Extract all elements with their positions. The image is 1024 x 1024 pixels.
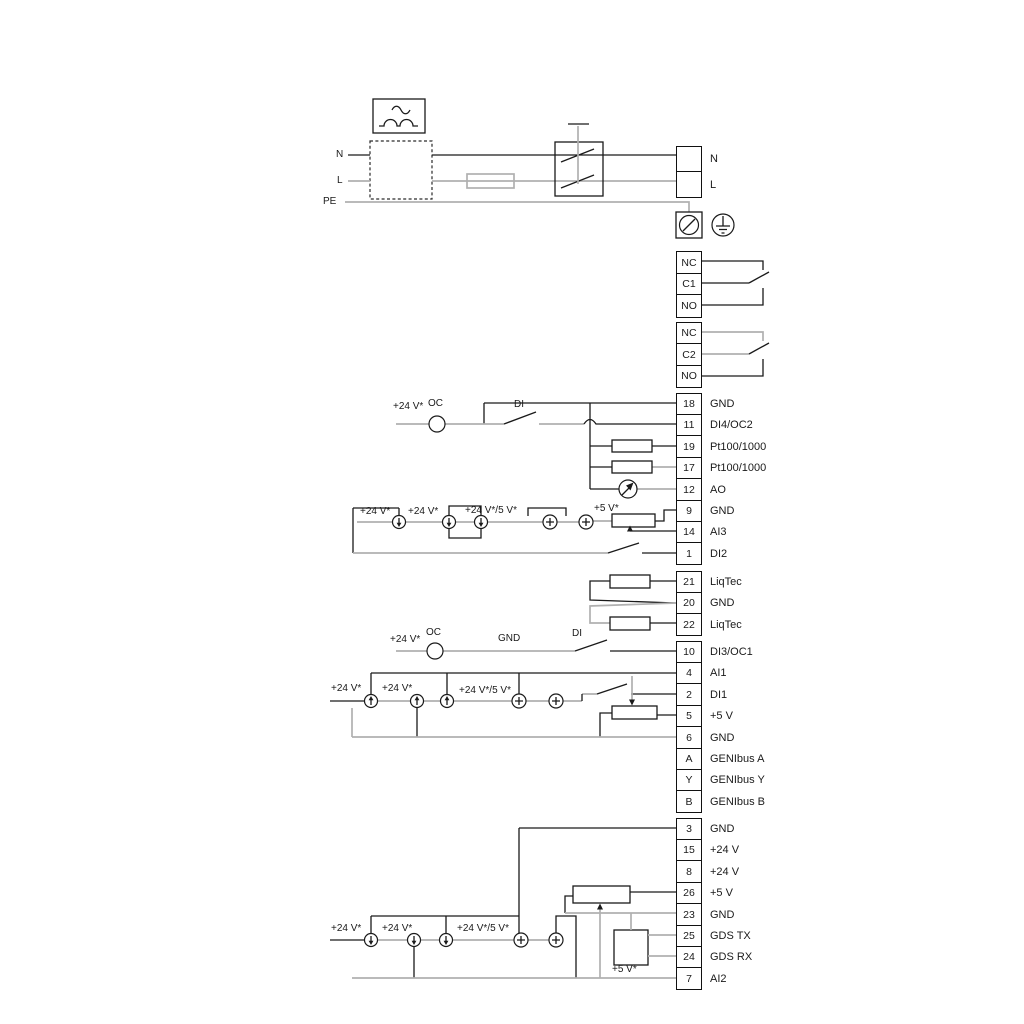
terminal-label: N	[710, 153, 718, 166]
wire-label: +24 V*/5 V*	[465, 505, 517, 516]
terminal-cell: 1	[676, 542, 702, 565]
terminal-label: AO	[710, 483, 726, 496]
di2-switch-blade	[608, 543, 639, 553]
terminal-cell: 6	[676, 726, 702, 749]
supply-unit-box	[370, 141, 432, 199]
terminal-label: GENIbus Y	[710, 774, 765, 787]
terminal-cell: 18	[676, 393, 702, 416]
terminal-cell: 19	[676, 435, 702, 458]
liqtec-resistor	[610, 617, 650, 630]
terminal-label: GDS RX	[710, 951, 753, 964]
pot-wiper-arrow	[629, 700, 635, 706]
terminal-cell: 7	[676, 967, 702, 990]
earth-icon	[712, 214, 734, 236]
wire-label: +24 V*	[390, 634, 421, 645]
terminal-cell: 20	[676, 592, 702, 615]
terminal-cell: 23	[676, 903, 702, 926]
terminal-cell: 25	[676, 925, 702, 948]
terminal-label: +24 V	[710, 865, 740, 878]
wire-label: +24 V*/5 V*	[457, 923, 509, 934]
terminal-cell: 8	[676, 860, 702, 883]
terminal-label: LiqTec	[710, 575, 742, 588]
terminal-label: AI2	[710, 972, 727, 985]
terminal-label: +5 V	[710, 710, 733, 723]
terminal-label: GND	[710, 504, 735, 517]
terminal-label: +24 V	[710, 844, 740, 857]
relay-blade	[749, 343, 769, 354]
terminal-cell: 9	[676, 500, 702, 523]
wire-label: +24 V*	[331, 923, 362, 934]
wire-label: +24 V*	[331, 683, 362, 694]
terminal-label: GND	[710, 908, 735, 921]
wire-label: DI	[514, 399, 524, 410]
terminal-label: DI1	[710, 688, 728, 701]
terminal-cell: 17	[676, 457, 702, 480]
pt100-resistor	[612, 461, 652, 473]
terminal-cell: NO	[676, 294, 702, 317]
terminal-cell: 15	[676, 839, 702, 862]
power-label: L	[337, 175, 343, 186]
rectified-wave-icon	[379, 120, 418, 126]
ai2-gds-section	[330, 828, 676, 978]
di4-switch-blade	[504, 412, 536, 424]
relay2-contact	[702, 332, 769, 376]
terminal-label: Pt100/1000	[710, 440, 767, 453]
wire-label: +5 V*	[594, 503, 619, 514]
terminal-cell: 4	[676, 662, 702, 685]
di3-switch-blade	[575, 640, 607, 651]
terminal-cell: C1	[676, 273, 702, 296]
terminal-cell: Y	[676, 769, 702, 792]
potentiometer	[573, 886, 630, 903]
terminal-cell: NO	[676, 365, 702, 388]
terminal-cell: 3	[676, 818, 702, 841]
terminal-label: DI4/OC2	[710, 419, 753, 432]
open-collector-icon	[427, 643, 443, 659]
terminal-label: GND	[710, 397, 735, 410]
power-label: N	[336, 149, 344, 160]
terminal-label: Pt100/1000	[710, 462, 767, 475]
wire-label: +24 V*	[382, 683, 413, 694]
terminal-label: GND	[710, 597, 735, 610]
terminal-cell: NC	[676, 322, 702, 345]
terminal-cell	[676, 146, 702, 173]
terminal-cell: 5	[676, 705, 702, 728]
terminal-cell: 26	[676, 882, 702, 905]
wire-label: +24 V*/5 V*	[459, 685, 511, 696]
liqtec-section	[590, 575, 676, 630]
wire-label: OC	[428, 398, 443, 409]
terminal-cell: A	[676, 748, 702, 771]
terminal-label: +5 V	[710, 887, 733, 900]
relay1-contact	[702, 261, 769, 305]
di1-switch-blade	[597, 684, 627, 694]
terminal-cell: NC	[676, 251, 702, 274]
terminal-cell	[676, 171, 702, 198]
terminal-cell: 12	[676, 478, 702, 501]
terminal-label: LiqTec	[710, 618, 742, 631]
potentiometer	[612, 706, 657, 719]
terminal-cell: 11	[676, 414, 702, 437]
liqtec-resistor	[610, 575, 650, 588]
ac-supply-box	[373, 99, 425, 133]
terminal-label: DI2	[710, 547, 728, 560]
terminal-cell: 10	[676, 641, 702, 664]
terminal-cell: 24	[676, 946, 702, 969]
terminal-label: L	[710, 178, 717, 191]
wire-label: OC	[426, 627, 441, 638]
terminal-label: GENIbus B	[710, 795, 766, 808]
wire-label: +5 V*	[612, 964, 637, 975]
wire-label: +24 V*	[408, 506, 439, 517]
potentiometer	[612, 514, 655, 527]
wire-label: DI	[572, 628, 582, 639]
terminal-cell: 14	[676, 521, 702, 544]
relay-blade	[749, 272, 769, 283]
sine-icon	[392, 106, 410, 114]
terminal-cell: C2	[676, 343, 702, 366]
wire-label: +24 V*	[393, 401, 424, 412]
terminal-label: GND	[710, 731, 735, 744]
wire-label: +24 V*	[360, 506, 391, 517]
open-collector-icon	[429, 416, 445, 432]
terminal-cell: 22	[676, 613, 702, 636]
gds-sensor-box	[614, 930, 648, 965]
terminal-label: GENIbus A	[710, 752, 765, 765]
terminal-label: DI3/OC1	[710, 645, 753, 658]
terminal-cell: 21	[676, 571, 702, 594]
terminal-cell: 2	[676, 683, 702, 706]
pt100-resistor	[612, 440, 652, 452]
terminal-label: AI3	[710, 526, 727, 539]
wire-label: +24 V*	[382, 923, 413, 934]
terminal-label: AI1	[710, 667, 727, 680]
wire-label: GND	[498, 633, 521, 644]
terminal-cell: B	[676, 790, 702, 813]
wire-pe	[345, 202, 689, 212]
terminal-label: GDS TX	[710, 929, 751, 942]
pot-wiper-arrow	[597, 904, 603, 910]
power-label: PE	[323, 196, 337, 207]
terminal-label: GND	[710, 822, 735, 835]
